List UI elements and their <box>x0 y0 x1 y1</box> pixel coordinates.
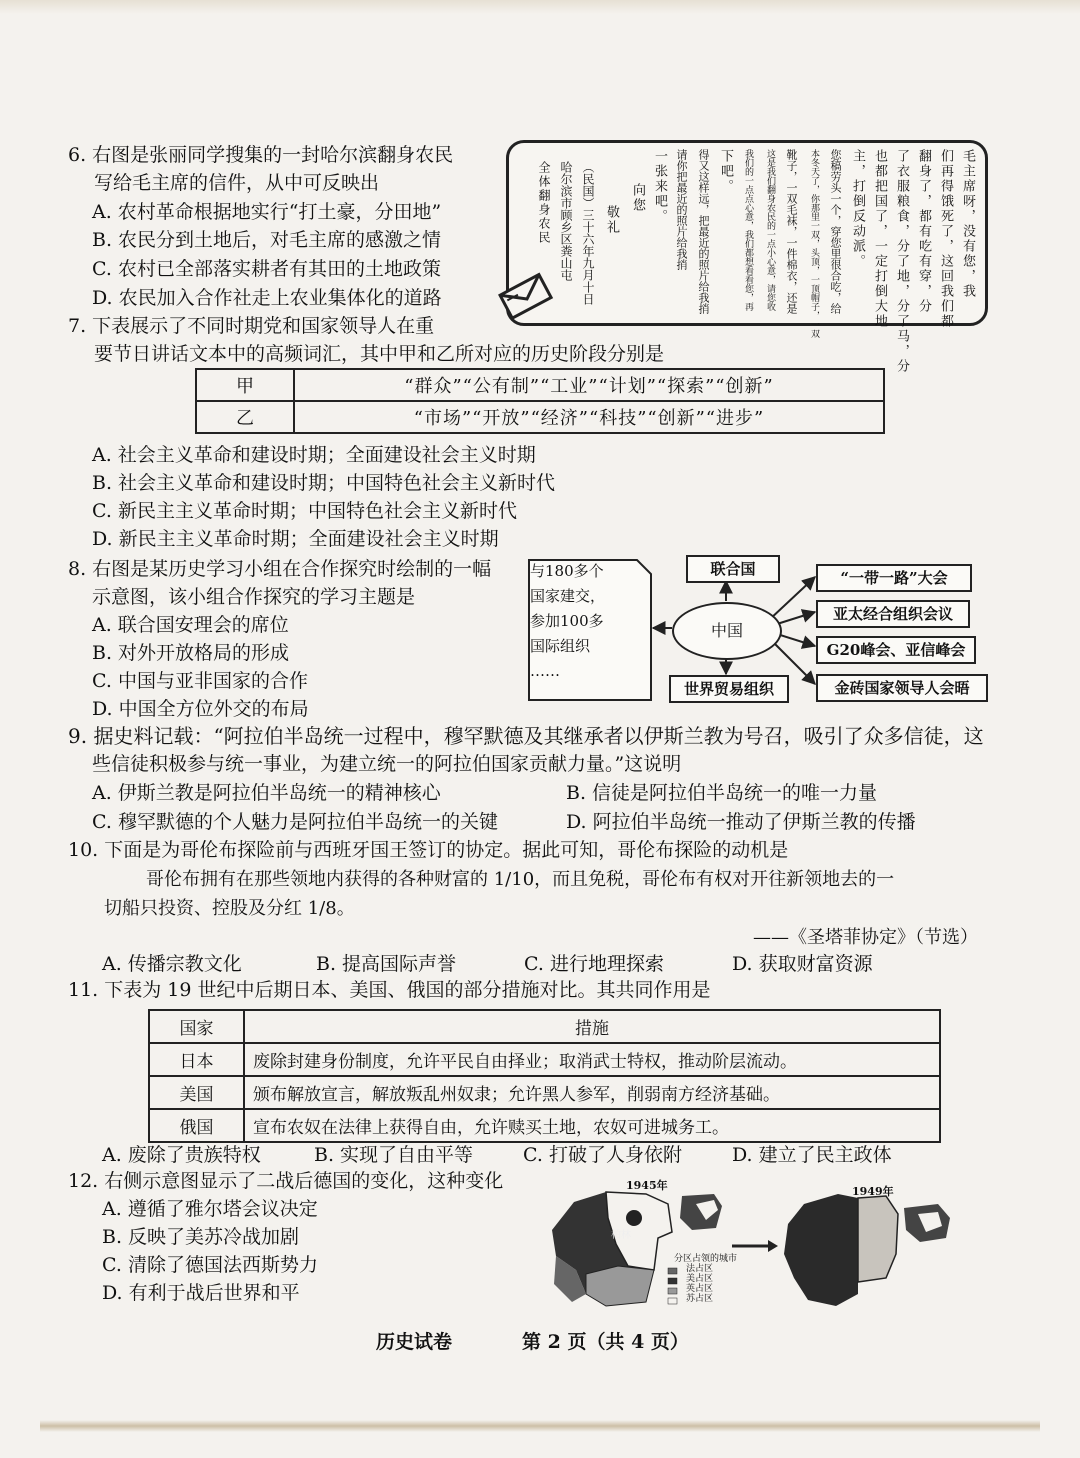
map-legend-labels <box>674 1254 737 1304</box>
q8-node-g20: G20峰会、亚信峰会 <box>816 636 976 664</box>
q6-option-d: D. 农民加入合作社走上农业集体化的道路 <box>92 287 442 309</box>
q9-option-d: D. 阿拉伯半岛统一推动了伊斯兰教的传播 <box>566 811 916 833</box>
letter-col: 靴子，一双毛袜，一件棉衣，还是 <box>785 149 798 314</box>
letter-col: 得又这样远，把最近的照片给我捎 <box>697 149 710 314</box>
q10-option-a: A. 传播宗教文化 <box>102 953 242 975</box>
q11-country: 日本 <box>149 1043 244 1076</box>
map-year-1945: 1945年 <box>626 1179 668 1192</box>
table-row <box>149 1076 940 1109</box>
q10-option-c: C. 进行地理探索 <box>524 953 664 975</box>
q10-source: ——《圣塔菲协定》（节选） <box>753 927 978 948</box>
q6-option-b: B. 农民分到土地后，对毛主席的感激之情 <box>92 229 442 251</box>
memo-line: 与180多个 <box>530 562 604 580</box>
letter-col: 哈尔滨市顾乡区粪山屯 <box>559 161 573 281</box>
q8-option-d: D. 中国全方位外交的布局 <box>92 698 309 720</box>
q7-stem-line1: 7. 下表展示了不同时期党和国家领导人在重 <box>68 315 435 337</box>
q11-option-c: C. 打破了人身依附 <box>523 1144 682 1166</box>
q6-letter-figure <box>506 140 988 374</box>
legend-city: 分区占领的城市 <box>674 1254 738 1264</box>
q12-option-c: C. 清除了德国法西斯势力 <box>102 1254 318 1276</box>
q6-option-a: A. 农村革命根据地实行“打土豪，分田地” <box>92 201 442 223</box>
letter-col: 了衣服粮食，分了地，分了马，分 <box>894 149 909 374</box>
letter-col: 也都把国了，一定打倒大地 <box>872 149 887 329</box>
table-row <box>196 401 884 433</box>
scan-edge-top <box>0 0 1080 14</box>
q11-measure: 宣布农奴在法律上获得自由，允许赎买土地，农奴可进城务工。 <box>244 1109 940 1142</box>
q8-stem-line2: 示意图，该小组合作探究的学习主题是 <box>92 586 416 608</box>
q7-key: 乙 <box>196 401 294 433</box>
legend-french-zone: 法占区 <box>686 1264 714 1274</box>
q7-option-d: D. 新民主主义革命时期；全面建设社会主义时期 <box>92 528 499 550</box>
q8-option-b: B. 对外开放格局的形成 <box>92 642 290 664</box>
letter-col: 下吧。 <box>718 149 733 194</box>
q8-node-brics: 金砖国家领导人会晤 <box>816 674 988 702</box>
q8-node-wto: 世界贸易组织 <box>669 675 789 703</box>
q12-option-d: D. 有利于战后世界和平 <box>102 1282 300 1304</box>
q11-measure: 废除封建身份制度，允许平民自由择业；取消武士特权，推动阶层流动。 <box>244 1043 940 1076</box>
q11-country: 俄国 <box>149 1109 244 1142</box>
q7-table <box>195 368 885 434</box>
letter-col: 我们的一点点心意，我们都想看看您，再 <box>743 149 753 311</box>
memo-line: 国家建交， <box>530 587 606 605</box>
q7-option-b: B. 社会主义革命和建设时期；中国特色社会主义新时代 <box>92 472 556 494</box>
q7-words: “群众”“公有制”“工业”“计划”“探索”“创新” <box>294 369 884 401</box>
table-row <box>196 369 884 401</box>
q8-option-c: C. 中国与亚非国家的合作 <box>92 670 308 692</box>
q11-country: 美国 <box>149 1076 244 1109</box>
letter-col: 您稿劳头一个，穿您里很合吃，给 <box>829 149 842 314</box>
q10-stem: 10. 下面是为哥伦布探险前与西班牙国王签订的协定。据此可知，哥伦布探险的动机是 <box>68 839 789 861</box>
q10-quote-line2: 切船只投资、控股及分红 1/8。 <box>104 898 355 919</box>
q6-option-c: C. 农村已全部落实耕者有其田的土地政策 <box>92 258 441 280</box>
q10-option-b: B. 提高国际声誉 <box>316 953 457 975</box>
q7-option-a: A. 社会主义革命和建设时期；全面建设社会主义时期 <box>92 444 536 466</box>
q6-stem-line1: 6. 右图是张丽同学搜集的一封哈尔滨翻身农民 <box>68 144 454 166</box>
q8-node-belt-road: “一带一路”大会 <box>816 564 972 592</box>
map-berlin-label: 柏林 <box>611 1230 631 1241</box>
memo-line: 国际组织 <box>530 637 591 655</box>
letter-col: 本冬天了，你那里一双，头顶，一顶帽子，一双 <box>809 149 819 338</box>
germany-1949-map <box>784 1194 950 1306</box>
legend-soviet-zone: 苏占区 <box>686 1294 714 1304</box>
memo-line: 参加100多 <box>530 612 604 630</box>
letter-col: 一张来吧。 <box>652 149 667 224</box>
q6-stem-line2: 写给毛主席的信件，从中可反映出 <box>94 172 380 194</box>
q10-option-d: D. 获取财富资源 <box>732 953 873 975</box>
memo-line: …… <box>530 662 560 680</box>
q8-center-china: 中国 <box>672 602 782 660</box>
letter-col: 敬礼 <box>604 205 619 235</box>
letter-col: 全体翻身农民 <box>537 161 551 245</box>
q10-quote-line1: 哥伦布拥有在那些领地内获得的各种财富的 1/10，而且免税，哥伦布有权对开往新领地去的一 <box>146 869 895 890</box>
q8-node-apec: 亚太经合组织会议 <box>816 600 970 628</box>
q8-option-a: A. 联合国安理会的席位 <box>92 614 289 636</box>
letter-col: 请你把最近的照片给我捎 <box>675 149 688 270</box>
q12-option-b: B. 反映了美苏冷战加剧 <box>102 1226 300 1248</box>
q8-stem-line1: 8. 右图是某历史学习小组在合作探究时绘制的一幅 <box>68 558 492 580</box>
q7-option-c: C. 新民主主义革命时期；中国特色社会主义新时代 <box>92 500 517 522</box>
letter-col: 毛主席呀，没有您，我 <box>960 149 975 299</box>
q9-option-c: C. 穆罕默德的个人魅力是阿拉伯半岛统一的关键 <box>92 811 498 833</box>
table-row <box>149 1109 940 1142</box>
q11-option-b: B. 实现了自由平等 <box>314 1144 474 1166</box>
q11-option-a: A. 废除了贵族特权 <box>102 1144 261 1166</box>
footer-page-number: 第 2 页（共 4 页） <box>522 1331 689 1353</box>
q12-option-a: A. 遵循了雅尔塔会议决定 <box>102 1198 318 1220</box>
scan-edge-bottom <box>40 1420 1040 1432</box>
q11-measure: 颁布解放宣言，解放叛乱州奴隶；允许黑人参军，削弱南方经济基础。 <box>244 1076 940 1109</box>
legend-us-zone: 美占区 <box>686 1274 714 1284</box>
table-row <box>149 1043 940 1076</box>
q11-option-d: D. 建立了民主政体 <box>732 1144 892 1166</box>
letter-col: （民国）三十六年九月十日 <box>581 161 595 305</box>
letter-col: 主，打倒反动派。 <box>850 149 865 269</box>
q12-stem: 12. 右侧示意图显示了二战后德国的变化，这种变化 <box>68 1170 504 1192</box>
map-year-1949: 1949年 <box>852 1185 894 1198</box>
letter-col: 翻身了，都有吃有穿，分 <box>916 149 931 314</box>
q11-table <box>148 1009 941 1143</box>
envelope-icon <box>497 271 555 319</box>
q8-node-un: 联合国 <box>686 555 780 583</box>
q7-words: “市场”“开放”“经济”“科技”“创新”“进步” <box>294 401 884 433</box>
legend-uk-zone: 英占区 <box>686 1284 714 1294</box>
q12-germany-maps <box>546 1174 958 1314</box>
table-row <box>149 1010 940 1043</box>
q11-header-measure: 措施 <box>244 1010 940 1043</box>
q9-option-a: A. 伊斯兰教是阿拉伯半岛统一的精神核心 <box>92 782 441 804</box>
q11-stem: 11. 下表为 19 世纪中后期日本、美国、俄国的部分措施对比。其共同作用是 <box>68 979 711 1001</box>
q9-option-b: B. 信徒是阿拉伯半岛统一的唯一力量 <box>566 782 878 804</box>
q11-header-country: 国家 <box>149 1010 244 1043</box>
footer-subject: 历史试卷 <box>376 1331 453 1353</box>
letter-col: 向您 <box>630 183 645 213</box>
q7-stem-line2: 要节日讲话文本中的高频词汇，其中甲和乙所对应的历史阶段分别是 <box>94 343 665 365</box>
q9-stem-line1: 9. 据史料记载：“阿拉伯半岛统一过程中，穆罕默德及其继承者以伊斯兰教为号召，吸引了众多信徒，这 <box>68 724 984 748</box>
q7-key: 甲 <box>196 369 294 401</box>
q8-memo-note <box>530 559 648 701</box>
letter-col: 们再得饿死了，这回我们都 <box>938 149 953 329</box>
letter-col: 这是我们翻身农民的一点小心意，请您收 <box>765 149 775 311</box>
q9-stem-line2: 些信徒积极参与统一事业，为建立统一的阿拉伯国家贡献力量。”这说明 <box>92 753 682 775</box>
